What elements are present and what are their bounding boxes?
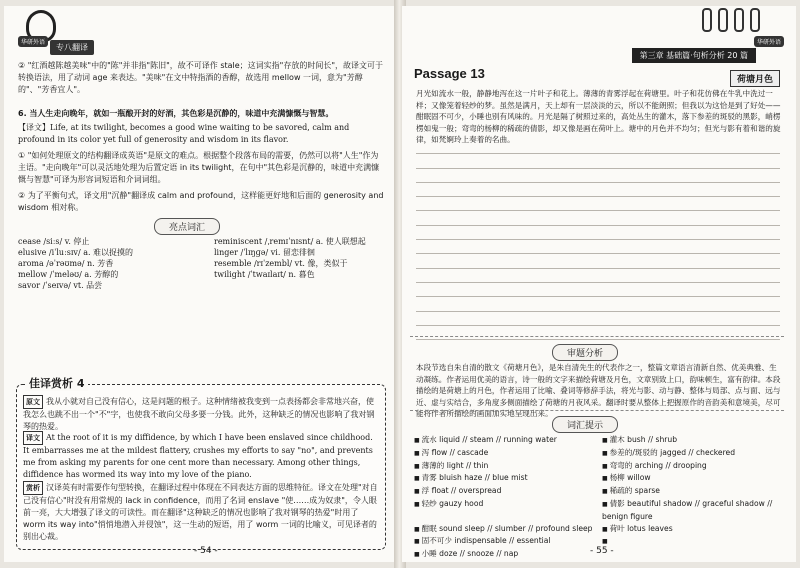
section-divider	[410, 410, 784, 411]
source-text: 我从小就对自己没有信心，这是问题的根子。这种情绪被我变到一点表扬都会非常地兴奋，使我怎么也跳不出一个"不"字，也使我不敢向父母多要一分钱。此外，这种缺乏的情况也影响了我对钢琴的热爱。	[23, 397, 375, 431]
appreciation-source	[23, 395, 379, 433]
vocab-hint-item: ■ 浮 float // overspread	[414, 485, 596, 498]
vocab-hint-item: ■ 倩影 beautiful shadow // graceful shadow // benign figure	[602, 498, 784, 523]
passage-title: Passage 13	[414, 66, 485, 81]
vocab-hint-item: ■ 青雾 bluish haze // blue mist	[414, 472, 596, 485]
vocab-hint-grid	[414, 434, 784, 561]
item-6-translation: 【译文】Life, at its twilight, becomes a good wine waiting to be savored, calm and profound in its color yet full of generosity and wisdom in its flavor.	[18, 123, 350, 144]
answer-writing-lines[interactable]	[416, 140, 780, 340]
vocab-hint-item: ■ 参差的/斑驳的 jagged // checkered	[602, 447, 784, 460]
comment-tag: 赏析	[23, 481, 43, 495]
vocab-hint-item: ■ 流水 liquid // steam // running water	[414, 434, 596, 447]
vocab-item: reminiscent /ˌremɪˈnɪsnt/ a. 使人联想起	[214, 237, 366, 246]
analysis-section-title: 审题分析	[552, 344, 618, 361]
vocab-list-right	[214, 236, 394, 280]
appreciation-comment	[23, 481, 379, 543]
appreciation-box-title: 佳译赏析 4	[25, 375, 88, 391]
vocab-item: cease /siːs/ v. 停止	[18, 237, 90, 246]
right-page	[402, 6, 796, 562]
left-page	[4, 6, 396, 562]
vocab-item: savor /ˈseɪvə/ vt. 品尝	[18, 281, 103, 290]
item-6-heading: 6. 当人生走向晚年，就如一瓶酿开封的好酒，其色彩是沉静的，味道中充满慷慨与智慧。	[18, 109, 334, 118]
vocab-hint-item: ■ 小睡 doze // snooze // nap	[414, 548, 596, 561]
note-paragraph-2: ② "红酒越陈越美味"中的"陈"并非指"陈旧"，故不可译作 stale；这词实指"存放的时间长"，故译文可于转换语法，用了动词 age 来表达。"美味"在文中特指酒的香醇，故选用 mellow 一词，意为"芳醇的"、"芳香宜人"。	[18, 61, 384, 94]
vocab-hint-item: ■ 酣眠 sound sleep // slumber // profound sleep	[414, 523, 596, 536]
vocab-item: resemble /rɪˈzembl/ vt. 像，类似于	[214, 259, 348, 268]
ring-binding-icon	[702, 8, 760, 32]
vocab-item: elusive /iˈluːsɪv/ a. 难以捉摸的	[18, 248, 134, 257]
translation-text: At the root of it is my diffidence, by which I have been enslaved since childhood. It embarrasses me at the mildest flattery, crushes my efforts to say "no", and prevents me from asking my parents for one cent more than necessary. Among other things, diffidence has wormed its way into my love of the piano.	[23, 433, 373, 479]
vocab-item: twilight /ˈtwaɪlaɪt/ n. 暮色	[214, 270, 315, 279]
vocab-item: aroma /əˈrəʊmə/ n. 芳香	[18, 259, 114, 268]
vocab-hint-item: ■ 薄薄的 light // thin	[414, 460, 596, 473]
vocab-hint-item: ■ 轻纱 gauzy hood	[414, 498, 596, 523]
comment-text: 汉译英有时需要作句型转换，在翻译过程中体现在不同表达方面的思维特征。译文在处理"对自己没有信心"时没有用常规的 lack in confidence，而用了名词 enslave "使……成为奴隶"，令人眼前一亮，大大增强了译文的可读性。而在翻译"这种缺乏的情况也影响了我对钢琴的热爱"时用了 worm its way into"悄悄地潜入并侵蚀"，这一生动的短语，用了 worm 一词的比喻义，可见译者的别出心裁。	[23, 483, 378, 541]
source-tag: 原文	[23, 395, 43, 409]
vocab-hint-item: ■ 杨柳 willow	[602, 472, 784, 485]
vocab-list-left	[18, 236, 198, 291]
vocab-item: linger /ˈlɪŋɡə/ vi. 留恋徘徊	[214, 248, 315, 257]
vocab-hint-item: ■ 固不可少 indispensable // essential	[414, 535, 596, 548]
page-number-left: - 54 -	[194, 546, 218, 556]
vocab-section-title: 亮点词汇	[154, 218, 220, 235]
appreciation-translation	[23, 431, 379, 481]
page-number-right: - 55 -	[590, 546, 614, 556]
chapter-header: 第三章 基础篇·句析分析 20 篇	[632, 48, 756, 63]
section-divider	[410, 336, 784, 337]
item-6-note-2: ② 为了平衡句式，译文用"沉静"翻译成 calm and profound，这样能更好地和后面的 generosity and wisdom 相对称。	[18, 191, 384, 212]
translation-tag: 译文	[23, 431, 43, 445]
vocab-hint-title: 词汇提示	[552, 416, 618, 433]
passage-source-text: 月光如流水一般，静静地泻在这一片叶子和花上。薄薄的青雾浮起在荷塘里。叶子和花仿佛在牛乳中洗过一样；又像笼着轻纱的梦。虽然是满月，天上却有一层淡淡的云，所以不能朗照；但我以为这恰是到了好处——酣眠固不可少，小睡也别有风味的。月光是隔了树照过来的，高处丛生的灌木，落下参差的斑驳的黑影，峭楞楞如鬼一般；弯弯的杨柳的稀疏的倩影，却又像是画在荷叶上。塘中的月色并不均匀；但光与影有着和谐的旋律，如梵婀玲上奏着的名曲。	[416, 89, 781, 144]
passage-topic-chip: 荷塘月色	[730, 70, 780, 87]
publisher-logo: 华研外语	[18, 36, 48, 47]
vocab-hint-item: ■ 泻 flow // cascade	[414, 447, 596, 460]
translation-appreciation-box	[16, 377, 386, 550]
item-6-note-1: ① "如何处理原文的结构翻译成英语"是原文的难点。根据整个段落布局的需要，仍然可以将"人生"作为主语。"走向晚年"可以灵活地处理为后置定语 in its twilight，在句中"其色彩是沉静的，味道中充满慷慨与智慧"可译为形容词短语和介词词组。	[18, 151, 380, 184]
vocab-hint-item: ■ 弯弯的 arching // drooping	[602, 460, 784, 473]
publisher-logo: 华研外语	[754, 36, 784, 47]
vocab-hint-item: ■ 稀疏的 sparse	[602, 485, 784, 498]
vocab-hint-item: ■ 荷叶 lotus leaves	[602, 523, 784, 536]
vocab-item: mellow /ˈmeləʊ/ a. 芳醇的	[18, 270, 119, 279]
analysis-text: 本段节选自朱自清的散文《荷塘月色》，是朱自清先生的代表作之一，整篇文章语言清新自然、优美典雅、生动凝练。作者运用优美的语言，诗一般的文字来描绘荷塘及月色，文章别致上口，韵味顿生，富有韵律。本段描绘的是荷塘上的月色，作者运用了比喻、叠词等修辞手法，将光与影、动与静、整体与局部、点与面、远与近、虚与实结合，多角度多侧面描绘了荷塘的月夜风采。翻译时要从整体上把握原作的音韵美和意境美，尽可能将作者所描绘的画面加实地呈现出来。	[416, 363, 781, 418]
section-header-tag: 专八翻译	[50, 40, 94, 55]
vocab-hint-item: ■ 灌木 bush // shrub	[602, 434, 784, 447]
